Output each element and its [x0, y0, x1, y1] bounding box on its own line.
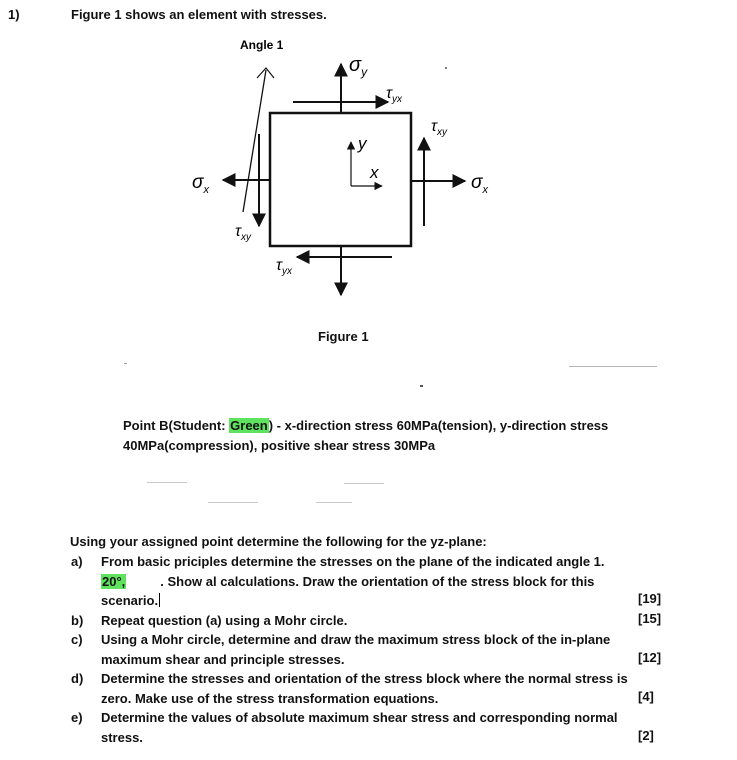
question-a-line-2-text: . Show al calculations. Draw the orientation of the stress block for this	[160, 573, 595, 589]
question-d-line-2: zero. Make use of the stress transformation equations.	[101, 690, 439, 706]
question-d-text	[101, 669, 671, 708]
sigma-x-right-label: $\sigma_x$	[471, 172, 488, 196]
sigma-x-left-label: $\sigma_x$	[192, 172, 209, 196]
tau-yx-top-label: $\tau_{yx}$	[386, 85, 402, 105]
question-c-marks: [12]	[638, 650, 662, 665]
question-c-letter: c)	[71, 632, 83, 647]
question-c-text	[101, 630, 671, 669]
point-b-block	[123, 416, 683, 455]
instructions: Using your assigned point determine the following for the yz-plane:	[70, 534, 487, 549]
question-a-marks: [19]	[638, 591, 662, 606]
stress-element-square	[270, 113, 411, 246]
angle-label: Angle 1	[240, 38, 284, 52]
point-b-rest: ) - x-direction stress 60MPa(tension), y-direction stress	[268, 418, 609, 433]
tau-xy-left-label: $\tau_{xy}$	[235, 223, 251, 243]
question-b-letter: b)	[71, 613, 84, 628]
question-c-line-1: Using a Mohr circle, determine and draw the maximum stress block of the in-plane	[101, 632, 611, 647]
tau-yx-bottom-label: $\tau_{yx}$	[276, 257, 292, 277]
text-caret	[159, 593, 160, 607]
artifact-line	[147, 482, 187, 483]
student-highlight: Green	[230, 418, 268, 433]
question-a-line-2	[101, 572, 671, 592]
question-b-text: Repeat question (a) using a Mohr circle.	[101, 613, 348, 628]
figure-caption: Figure 1	[318, 329, 369, 344]
artifact-line	[316, 502, 352, 503]
question-d-letter: d)	[71, 671, 84, 686]
question-d-line-1: Determine the stresses and orientation of the stress block where the normal stress is	[101, 671, 628, 686]
question-a-letter: a)	[71, 554, 83, 569]
angle-line	[243, 70, 266, 212]
point-b-prefix: Point B(Student:	[123, 418, 230, 433]
question-number: 1)	[8, 7, 20, 22]
question-e-marks: [2]	[638, 728, 654, 743]
question-e-line-2: stress.	[101, 729, 143, 745]
artifact-line	[208, 502, 258, 503]
axis-y-label: y	[358, 134, 367, 153]
artifact-line	[569, 366, 657, 367]
question-e-letter: e)	[71, 710, 83, 725]
point-b-line-1	[123, 416, 683, 436]
question-e-text	[101, 708, 671, 747]
axis-x-label: x	[370, 163, 379, 182]
question-c-line-2: maximum shear and principle stresses.	[101, 651, 345, 667]
artifact-dot	[420, 385, 423, 387]
stress-element-figure	[0, 0, 737, 360]
question-d-marks: [4]	[638, 689, 654, 704]
question-e-line-1: Determine the values of absolute maximum shear stress and corresponding normal	[101, 710, 618, 725]
angle-highlight: 20°,	[102, 573, 126, 589]
question-a-line-1: From basic priciples determine the stresses on the plane of the indicated angle 1.	[101, 554, 605, 569]
stray-dot	[445, 67, 447, 69]
point-b-line-2: 40MPa(compression), positive shear stress 30MPa	[123, 437, 436, 453]
artifact-line	[344, 483, 384, 484]
tau-xy-right-label: $\tau_{xy}$	[431, 118, 447, 138]
intro-text: Figure 1 shows an element with stresses.	[71, 7, 327, 22]
question-a-line-3: scenario.	[101, 593, 159, 608]
question-a-text	[101, 552, 671, 611]
sigma-y-label: $\sigma_y$	[349, 54, 368, 79]
artifact-line	[124, 363, 127, 364]
question-b-marks: [15]	[638, 611, 662, 626]
